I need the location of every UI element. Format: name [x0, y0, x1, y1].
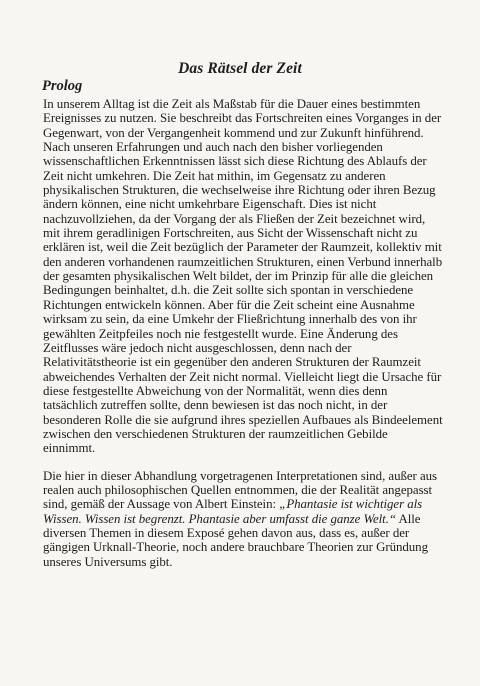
paragraph-2-conclusion: Alle diversen Themen in diesem Exposé gehen davon aus, dass es, außer der gängigen Urknall-Theorie, noch andere brauchbare Theorien zur Gründung unseres Universums gibt.: [43, 511, 428, 569]
paragraph-2: [43, 469, 443, 569]
document-title: Das Rätsel der Zeit: [178, 60, 302, 77]
einstein-quote: „Phantasie ist wichtiger als Wissen. Wissen ist begrenzt. Phantasie aber umfasst die ganze Welt.“: [43, 497, 423, 526]
paragraph-2-intro: Die hier in dieser Abhandlung vorgetragenen Interpretationen sind, außer aus realen auch philosophischen Quellen entnommen, die der Realität angepasst sind, gemäß der Aussage von Albert Einstein:: [43, 468, 438, 512]
document-body: [43, 97, 443, 569]
paragraph-1: In unserem Alltag ist die Zeit als Maßstab für die Dauer eines bestimmten Ereignisses zu nutzen. Sie beschreibt das Fortschreiten eines Vorganges in der Gegenwart, von der Vergangenheit kommend und zur Zukunft hinführend. Nach unseren Erfahrungen und auch nach den bisher vorliegenden wissenschaftlichen Erkenntnissen lässt sich diese Richtung des Ablaufs der Zeit nicht umkehren. Die Zeit hat mithin, im Gegensatz zu anderen physikalischen Strukturen, die wechselweise ihre Richtung oder ihren Bezug ändern können, eine nicht umkehrbare Eigenschaft. Dies ist nicht nachzuvollziehen, da der Vorgang der als Fließen der Zeit bezeichnet wird, mit ihrem geradlinigen Fortschreiten, aus Sicht der Wissenschaft nicht zu erklären ist, weil die Zeit bezüglich der Parameter der Raumzeit, kollektiv mit den anderen vorhandenen raumzeitlichen Strukturen, einen Verbund innerhalb der gesamten physikalischen Welt bildet, der im Prinzip für alle die gleichen Bedingungen beinhaltet, d.h. die Zeit sollte sich spontan in verschiedene Richtungen entwickeln können. Aber für die Zeit scheint eine Ausnahme wirksam zu sein, da eine Umkehr der Fließrichtung innerhalb des von ihr gewählten Zeitpfeiles noch nie festgestellt wurde. Eine Änderung des Zeitflusses wäre jedoch nicht ausgeschlossen, denn nach der Relativitätstheorie ist ein gegenüber den anderen Strukturen der Raumzeit abweichendes Verhalten der Zeit nicht normal. Vielleicht liegt die Ursache für diese festgestellte Abweichung von der Normalität, wenn dies denn tatsächlich zutreffen sollte, denn bewiesen ist das noch nicht, in der besonderen Rolle die sie aufgrund ihres speziellen Aufbaues als Bindeelement zwischen den verschiedenen Strukturen der raumzeitlichen Gebilde einnimmt.: [43, 97, 443, 456]
section-heading: Prolog: [42, 78, 83, 94]
